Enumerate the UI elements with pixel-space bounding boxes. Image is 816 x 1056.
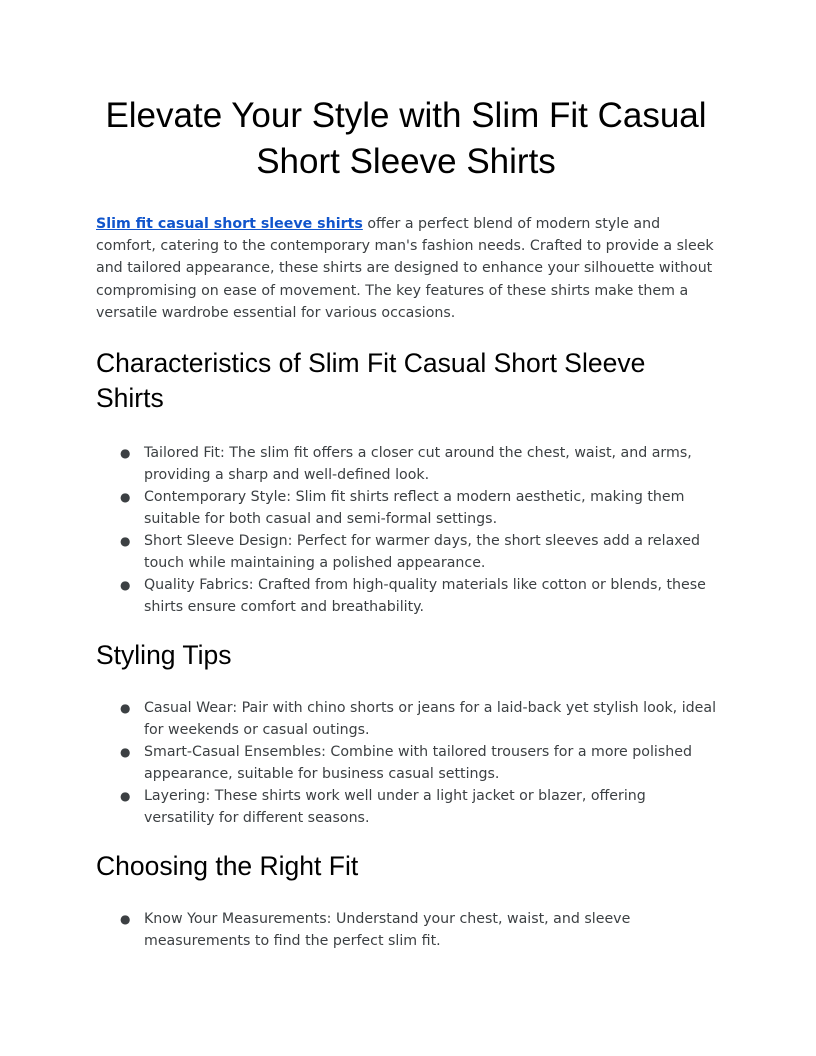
section-heading-characteristics: Characteristics of Slim Fit Casual Short Sleeve Shirts <box>96 348 646 414</box>
bullet-icon: ● <box>120 578 131 593</box>
list-item-text: Know Your Measurements: Understand your chest, waist, and sleeve measurements to find the perfect slim fit. <box>144 911 631 950</box>
page-title: Elevate Your Style with Slim Fit Casual Short Sleeve Shirts <box>105 96 707 181</box>
list-item <box>96 574 716 618</box>
intro-paragraph <box>96 213 716 324</box>
list-item <box>96 741 716 785</box>
bullet-icon: ● <box>120 912 131 927</box>
characteristics-list <box>96 442 716 618</box>
intro-link[interactable]: Slim fit casual short sleeve shirts <box>96 216 363 232</box>
list-item-text: Tailored Fit: The slim fit offers a closer cut around the chest, waist, and arms, providing a sharp and well-defined look. <box>144 445 692 484</box>
choosing-fit-list <box>96 908 716 952</box>
bullet-icon: ● <box>120 446 131 461</box>
bullet-icon: ● <box>120 789 131 804</box>
list-item <box>96 442 716 486</box>
list-item-text: Casual Wear: Pair with chino shorts or jeans for a laid-back yet stylish look, ideal for weekends or casual outings. <box>144 700 717 739</box>
list-item-text: Layering: These shirts work well under a light jacket or blazer, offering versatility for different seasons. <box>144 788 646 827</box>
bullet-icon: ● <box>120 745 131 760</box>
list-item-text: Contemporary Style: Slim fit shirts reflect a modern aesthetic, making them suitable for both casual and semi-formal settings. <box>144 489 685 528</box>
bullet-icon: ● <box>120 701 131 716</box>
list-item-text: Smart-Casual Ensembles: Combine with tailored trousers for a more polished appearance, suitable for business casual settings. <box>144 744 692 783</box>
bullet-icon: ● <box>120 490 131 505</box>
styling-tips-list <box>96 697 716 829</box>
document-page <box>96 93 716 952</box>
list-item-text: Short Sleeve Design: Perfect for warmer days, the short sleeves add a relaxed touch while maintaining a polished appearance. <box>144 533 700 572</box>
section-heading-styling-tips: Styling Tips <box>96 640 232 671</box>
list-item <box>96 697 716 741</box>
list-item-text: Quality Fabrics: Crafted from high-quality materials like cotton or blends, these shirts ensure comfort and breathability. <box>144 577 706 616</box>
section-heading-choosing-fit: Choosing the Right Fit <box>96 851 359 882</box>
bullet-icon: ● <box>120 534 131 549</box>
list-item <box>96 530 716 574</box>
intro-text: offer a perfect blend of modern style and comfort, catering to the contemporary man's fashion needs. Crafted to provide a sleek and tailored appearance, these shirts are designed to enhance your silhouette without compromising on ease of movement. The key features of these shirts make them a versatile wardrobe essential for various occasions. <box>96 216 714 321</box>
list-item <box>96 785 716 829</box>
list-item <box>96 908 716 952</box>
list-item <box>96 486 716 530</box>
